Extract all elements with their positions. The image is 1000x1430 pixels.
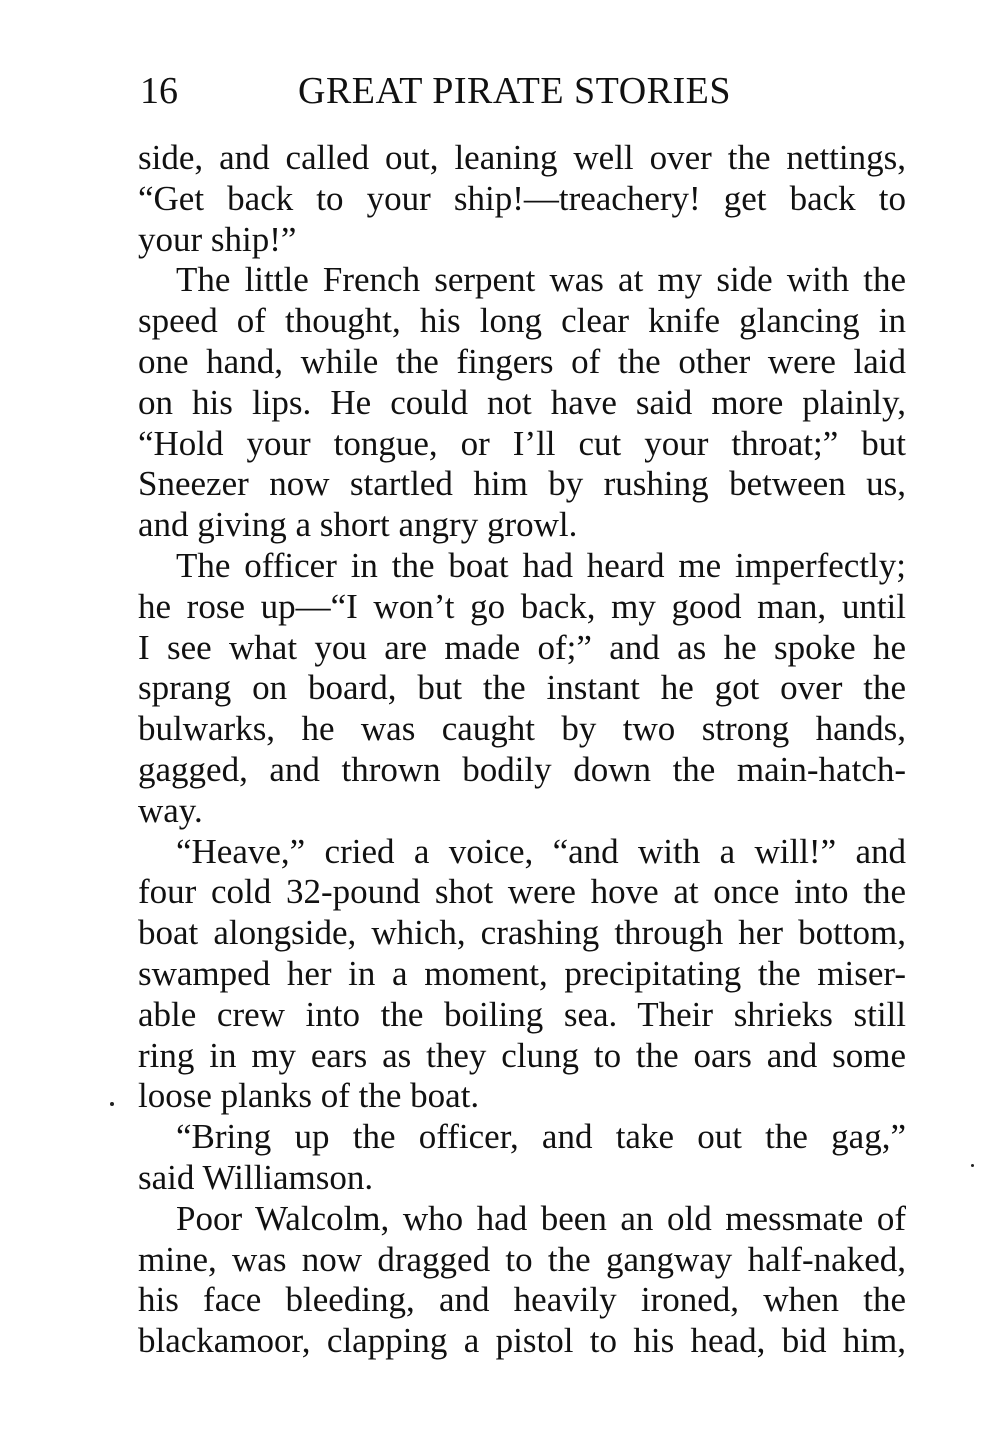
text-line: “Heave,” cried a voice, “and with a will!” and <box>176 831 906 871</box>
text-line: and giving a short angry growl. <box>138 505 578 545</box>
text-line: ring in my ears as they clung to the oars and some <box>138 1035 906 1075</box>
text-line: able crew into the boiling sea. Their shrieks still <box>138 994 906 1034</box>
text-line: “Bring up the officer, and take out the gag,” <box>176 1117 906 1157</box>
text-line: “Get back to your ship!—treachery! get back to <box>138 178 906 218</box>
text-line: “Hold your tongue, or I’ll cut your throat;” but <box>138 423 906 463</box>
text-line: sprang on board, but the instant he got over the <box>138 668 906 708</box>
text-line: The little French serpent was at my side with the <box>176 260 906 300</box>
page-header <box>140 66 920 116</box>
text-line: your ship!” <box>138 219 297 259</box>
text-line: gagged, and thrown bodily down the main-hatch- <box>138 749 906 789</box>
text-line: loose planks of the boat. <box>138 1076 480 1116</box>
text-line: The officer in the boat had heard me imperfectly; <box>176 545 906 585</box>
text-line: bulwarks, he was caught by two strong hands, <box>138 709 906 749</box>
text-line: Sneezer now startled him by rushing between us, <box>138 464 906 504</box>
text-line: swamped her in a moment, precipitating the miser- <box>138 953 906 993</box>
ink-speck <box>971 1164 974 1167</box>
text-line: four cold 32-pound shot were hove at once into the <box>138 872 906 912</box>
text-line: Poor Walcolm, who had been an old messmate of <box>176 1198 906 1238</box>
text-line: boat alongside, which, crashing through her bottom, <box>138 913 906 953</box>
text-line: I see what you are made of;” and as he spoke he <box>138 627 906 667</box>
text-line: mine, was now dragged to the gangway half-naked, <box>138 1239 906 1279</box>
text-line: side, and called out, leaning well over the nettings, <box>138 138 906 177</box>
text-line: said Williamson. <box>138 1157 374 1197</box>
text-line: speed of thought, his long clear knife glancing in <box>138 301 906 341</box>
page-number: 16 <box>140 70 178 112</box>
text-line: his face bleeding, and heavily ironed, when the <box>138 1280 906 1320</box>
running-title: GREAT PIRATE STORIES <box>298 70 731 112</box>
text-line: one hand, while the fingers of the other were laid <box>138 341 906 381</box>
text-line: way. <box>138 790 203 830</box>
text-line: blackamoor, clapping a pistol to his head, bid him, <box>138 1321 906 1361</box>
body-text <box>138 138 906 1362</box>
text-line: he rose up—“I won’t go back, my good man, until <box>138 586 906 626</box>
text-line: on his lips. He could not have said more plainly, <box>138 382 906 422</box>
ink-speck <box>110 1102 114 1106</box>
